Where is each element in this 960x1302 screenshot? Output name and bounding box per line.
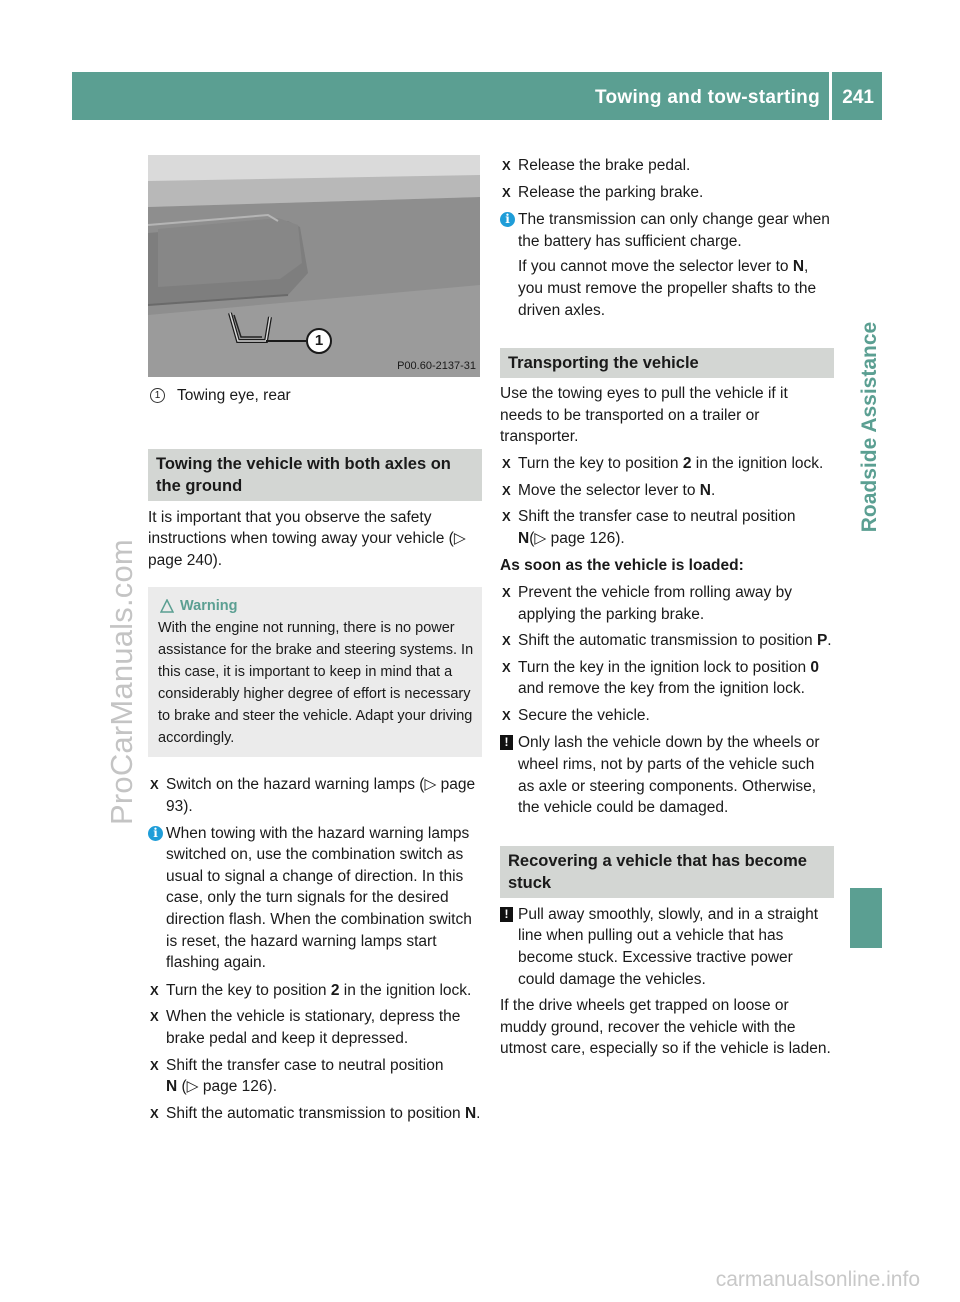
- warning-title: Warning: [180, 598, 238, 615]
- info-text: The transmission can only change gear when the battery has sufficient charge.: [518, 211, 830, 250]
- left-column: [148, 155, 482, 1124]
- side-tab-marker: [850, 888, 882, 948]
- step-marker-icon: X: [150, 982, 159, 998]
- step-bold-value: N: [699, 481, 711, 499]
- step-text-end: (▷ page 126).: [177, 1078, 278, 1096]
- step-text-end: in the ignition lock.: [691, 454, 824, 472]
- info-text-start: If you cannot move the selector lever to: [518, 258, 793, 276]
- step-marker-icon: X: [502, 184, 511, 200]
- page-number: 241: [842, 87, 874, 108]
- step-text: Turn the key in the ignition lock to position: [518, 658, 811, 676]
- step-bold-value: 2: [682, 454, 692, 472]
- info-text-propeller: [518, 256, 834, 321]
- step-text: Turn the key to position: [166, 981, 331, 999]
- step-text: Release the parking brake.: [518, 183, 704, 201]
- caution-note-lashing: [500, 732, 834, 818]
- photo-code: P00.60-2137-31: [397, 360, 476, 372]
- info-icon: i: [500, 212, 515, 227]
- step-text: Release the brake pedal.: [518, 157, 691, 174]
- caution-text: Only lash the vehicle down by the wheels or wheel rims, not by parts of the vehicle such as axle or steering components. Otherwise, the vehicle could be damaged.: [518, 734, 820, 817]
- side-tab: [850, 134, 882, 744]
- step-bold-value: N: [518, 529, 530, 547]
- step-text: Prevent the vehicle from rolling away by applying the parking brake.: [518, 583, 792, 623]
- caption-number: 1: [150, 388, 165, 403]
- step-marker-icon: X: [502, 659, 511, 675]
- step-text-end: .: [710, 481, 716, 499]
- step-marker-icon: X: [502, 455, 511, 471]
- step-transmission-n: [148, 1103, 482, 1125]
- step-key-position: [148, 980, 482, 1002]
- step-hazard-lamps: [148, 774, 482, 817]
- step-marker-icon: X: [150, 1057, 159, 1073]
- step-text: Move the selector lever to: [518, 481, 700, 499]
- warning-box: [148, 587, 482, 757]
- left-watermark: ProCarManuals.com: [104, 539, 139, 825]
- step-text-end: (▷ page 126).: [529, 529, 625, 547]
- exclamation-icon: !: [500, 907, 513, 922]
- step-key-position-2: [500, 453, 834, 475]
- caution-note-pulling: [500, 904, 834, 990]
- step-text-end: .: [476, 1104, 481, 1122]
- warning-triangle-icon: [160, 599, 174, 613]
- step-transmission-p: [500, 630, 834, 652]
- step-bold-value: N: [464, 1104, 477, 1122]
- photo-callout-number: 1: [314, 332, 324, 349]
- step-transfer-case-2: [500, 506, 834, 549]
- step-text: Secure the vehicle.: [518, 706, 650, 724]
- page-header: [72, 72, 882, 120]
- step-key-position-0: [500, 657, 834, 700]
- chapter-title: Towing and tow-starting: [594, 87, 820, 108]
- step-depress-brake: [148, 1006, 482, 1049]
- info-note-hazard: [148, 823, 482, 974]
- exclamation-icon: !: [500, 735, 513, 750]
- step-selector-n: [500, 480, 834, 502]
- loaded-heading: As soon as the vehicle is loaded:: [500, 557, 744, 575]
- step-transfer-case: [148, 1055, 482, 1098]
- step-text: When the vehicle is stationary, depress the brake pedal and keep it depressed.: [166, 1008, 461, 1047]
- transporting-intro: Use the towing eyes to pull the vehicle if it needs to be transported on a trailer or transporter.: [500, 385, 788, 446]
- step-text: Switch on the hazard warning lamps (▷ page 93).: [166, 776, 476, 815]
- step-marker-icon: X: [502, 482, 511, 498]
- step-text-end: .: [827, 632, 832, 650]
- info-bold-value: N: [792, 258, 805, 276]
- right-column: [500, 155, 834, 1060]
- step-marker-icon: X: [502, 707, 511, 723]
- warning-text: With the engine not running, there is no power assistance for the brake and steering systems. In this case, it is important to keep in mind that a considerably higher degree of effort is necessary to brake and steer the vehicle. Adapt your driving accordingly.: [158, 620, 474, 747]
- step-marker-icon: X: [502, 158, 511, 173]
- section-title-towing: Towing the vehicle with both axles on the ground: [148, 449, 482, 501]
- step-text: Shift the automatic transmission to position: [166, 1104, 465, 1122]
- step-text-end: in the ignition lock.: [339, 981, 472, 999]
- figure-caption: [148, 385, 482, 407]
- caption-text: Towing eye, rear: [177, 387, 291, 404]
- step-release-parking-brake: [500, 182, 834, 204]
- info-text-end: , you must remove the propeller shafts to the driven axles.: [518, 258, 817, 319]
- step-marker-icon: X: [150, 1009, 159, 1025]
- caution-text: Pull away smoothly, slowly, and in a straight line when pulling out a vehicle that has become stuck. Excessive tractive power could damage the vehicles.: [518, 905, 819, 988]
- info-text: When towing with the hazard warning lamps switched on, use the combination switch as usual to signal a change of direction. In this case, only the turn signals for the desired direction flash. When the combination switch is reset, the hazard warning lamps start flashing again.: [166, 824, 472, 972]
- warning-header: [158, 595, 476, 617]
- step-text: Shift the transfer case to neutral position: [518, 508, 796, 526]
- step-bold-value: 0: [810, 658, 819, 676]
- step-marker-icon: X: [502, 509, 511, 525]
- step-bold-value: N: [166, 1078, 178, 1096]
- step-marker-icon: X: [150, 1105, 159, 1121]
- step-parking-brake: [500, 582, 834, 625]
- step-secure-vehicle: [500, 705, 834, 727]
- recovery-paragraph: If the drive wheels get trapped on loose or muddy ground, recover the vehicle with the utmost care, especially so if the vehicle is laden.: [500, 997, 831, 1058]
- step-text: Shift the transfer case to neutral position: [166, 1056, 444, 1074]
- step-marker-icon: X: [150, 777, 159, 793]
- step-bold-value: P: [816, 632, 828, 650]
- step-text-end: and remove the key from the ignition lock.: [518, 680, 805, 698]
- info-icon: i: [148, 826, 163, 841]
- step-text: Shift the automatic transmission to position: [518, 632, 817, 650]
- step-marker-icon: X: [502, 584, 511, 600]
- towing-intro: It is important that you observe the safety instructions when towing away your vehicle (▷ page 240).: [148, 508, 466, 569]
- info-note-transmission: [500, 209, 834, 321]
- section-title-transporting: Transporting the vehicle: [500, 348, 834, 378]
- step-text: Turn the key to position: [518, 454, 683, 472]
- towing-eye-photo: [148, 155, 480, 377]
- step-release-brake-pedal: [500, 155, 834, 177]
- step-bold-value: 2: [330, 981, 340, 999]
- header-divider: [829, 72, 832, 120]
- side-tab-label: Roadside Assistance: [858, 321, 881, 533]
- footer-watermark: carmanualsonline.info: [715, 1268, 920, 1291]
- step-marker-icon: X: [502, 633, 511, 649]
- section-title-recovering: Recovering a vehicle that has become stuck: [500, 846, 834, 898]
